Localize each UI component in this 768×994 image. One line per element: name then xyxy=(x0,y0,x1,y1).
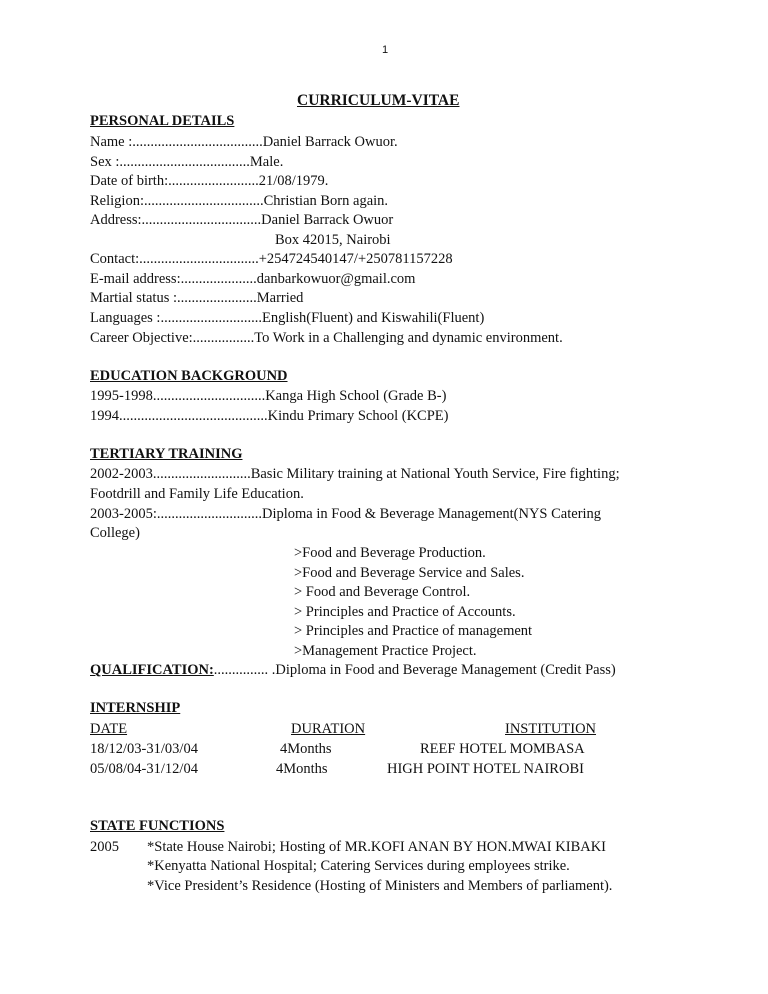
email-line: E-mail address:.....................danbarkowuor@gmail.com xyxy=(90,271,416,287)
qualification-label: QUALIFICATION: xyxy=(90,662,214,678)
sex-line: Sex :....................................Male. xyxy=(90,154,284,170)
page-number: 1 xyxy=(382,44,389,56)
education-line: 1995-1998...............................Kanga High School (Grade B-) xyxy=(90,388,447,404)
name-line: Name :....................................Daniel Barrack Owuor. xyxy=(90,134,398,150)
internship-header-date: DATE xyxy=(90,721,128,737)
module-item: > Principles and Practice of management xyxy=(294,623,533,639)
state-function-item: *Kenyatta National Hospital; Catering Services during employees strike. xyxy=(147,858,570,874)
state-functions-heading: STATE FUNCTIONS xyxy=(90,818,225,834)
state-functions-year: 2005 xyxy=(90,839,119,855)
languages-line: Languages :............................English(Fluent) and Kiswahili(Fluent) xyxy=(90,310,485,326)
internship-header-duration: DURATION xyxy=(291,721,366,737)
module-item: >Food and Beverage Service and Sales. xyxy=(294,565,525,581)
contact-line: Contact:.................................+254724540147/+250781157228 xyxy=(90,251,453,267)
tertiary-line: College) xyxy=(90,525,140,541)
internship-row-institution: REEF HOTEL MOMBASA xyxy=(420,741,585,757)
tertiary-line: 2003-2005:.............................Diploma in Food & Beverage Management(NYS Catering xyxy=(90,506,602,522)
qualification-line xyxy=(90,661,616,681)
state-function-item: *Vice President’s Residence (Hosting of Ministers and Members of parliament). xyxy=(147,878,613,894)
module-item: > Food and Beverage Control. xyxy=(294,584,471,600)
internship-row-duration: 4Months xyxy=(276,761,328,777)
personal-details-heading: PERSONAL DETAILS xyxy=(90,113,235,129)
tertiary-heading: TERTIARY TRAINING xyxy=(90,446,243,462)
qualification-text: ............... .Diploma in Food and Beverage Management (Credit Pass) xyxy=(213,662,616,678)
internship-row-date: 18/12/03-31/03/04 xyxy=(90,741,198,757)
document-title: CURRICULUM-VITAE xyxy=(297,92,460,109)
address-line-2: Box 42015, Nairobi xyxy=(275,232,391,248)
module-item: >Management Practice Project. xyxy=(294,643,477,659)
address-line: Address:.................................Daniel Barrack Owuor xyxy=(90,212,394,228)
education-line: 1994.........................................Kindu Primary School (KCPE) xyxy=(90,408,449,424)
career-objective-line: Career Objective:.................To Work in a Challenging and dynamic environment. xyxy=(90,330,563,346)
religion-line: Religion:.................................Christian Born again. xyxy=(90,193,389,209)
internship-row-institution: HIGH POINT HOTEL NAIROBI xyxy=(387,761,584,777)
internship-row-duration: 4Months xyxy=(280,741,332,757)
internship-header-institution: INSTITUTION xyxy=(505,721,597,737)
tertiary-line: Footdrill and Family Life Education. xyxy=(90,486,304,502)
internship-heading: INTERNSHIP xyxy=(90,700,181,716)
internship-row-date: 05/08/04-31/12/04 xyxy=(90,761,198,777)
dob-line: Date of birth:.........................21/08/1979. xyxy=(90,173,329,189)
marital-status-line: Martial status :......................Married xyxy=(90,290,304,306)
state-function-item: *State House Nairobi; Hosting of MR.KOFI ANAN BY HON.MWAI KIBAKI xyxy=(147,839,607,855)
module-item: >Food and Beverage Production. xyxy=(294,545,486,561)
education-heading: EDUCATION BACKGROUND xyxy=(90,368,288,384)
module-item: > Principles and Practice of Accounts. xyxy=(294,604,516,620)
tertiary-line: 2002-2003...........................Basic Military training at National Youth Service, Fire fighting; xyxy=(90,466,620,482)
